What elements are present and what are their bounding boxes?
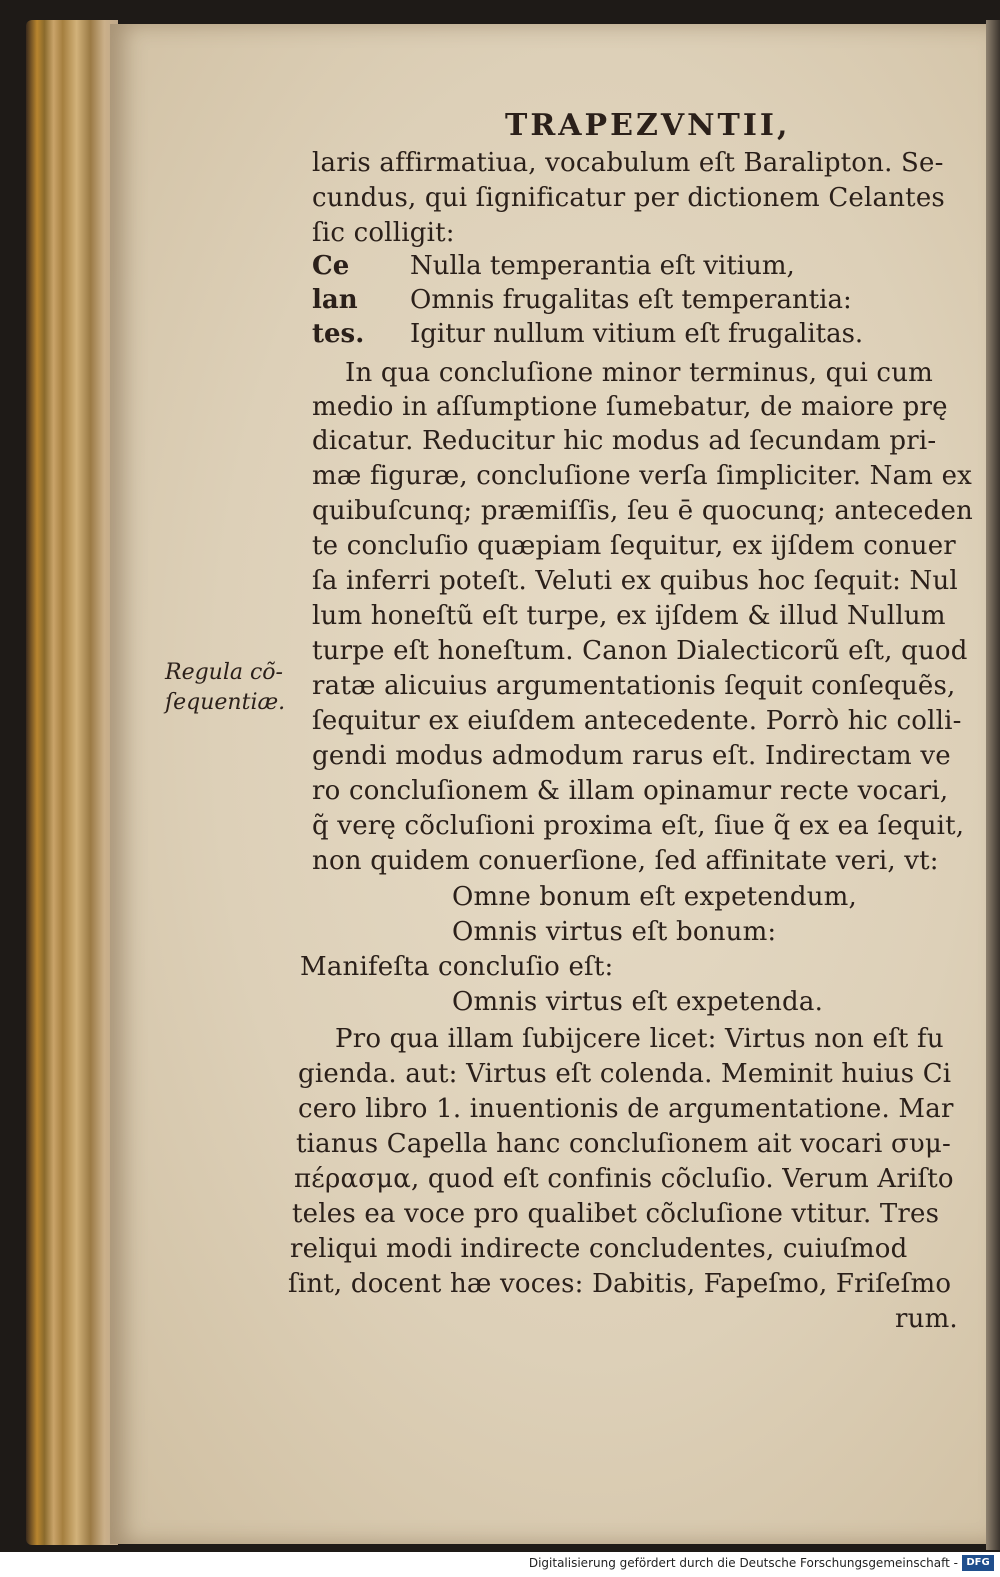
text-line: ſic colligit: bbox=[312, 218, 455, 248]
text-line: gienda. aut: Virtus eſt colenda. Meminit huius Ci bbox=[298, 1059, 952, 1089]
text-line: Pro qua illam ſubijcere licet: Virtus non eſt fu bbox=[335, 1024, 944, 1054]
text-line: πέρασμα, quod eſt confinis cõcluſio. Verum Ariſto bbox=[294, 1164, 954, 1194]
text-line: cero libro 1. inuentionis de argumentatione. Mar bbox=[298, 1094, 954, 1124]
syllogism-conclusion: Igitur nullum vitium eſt frugalitas. bbox=[410, 319, 864, 349]
page-shadow-edge bbox=[986, 20, 1000, 1550]
text-line: teles ea voce pro qualibet cõcluſione vtitur. Tres bbox=[292, 1199, 940, 1229]
text-line: lum honeſtũ eſt turpe, ex ijſdem & illud Nullum bbox=[312, 601, 946, 631]
funding-credit: Digitalisierung gefördert durch die Deutsche Forschungsgemeinschaft - bbox=[528, 1556, 958, 1570]
catchword: rum. bbox=[895, 1304, 958, 1334]
text-line: ſint, docent hæ voces: Dabitis, Fapeſmo, Friſeſmo bbox=[288, 1269, 952, 1299]
text-line: quibuſcunq; præmiſſis, ſeu ē quocunq; anteceden bbox=[312, 496, 973, 526]
text-line: reliqui modi indirecte concludentes, cuiuſmod bbox=[290, 1234, 908, 1264]
text-line: non quidem conuerſione, ſed affinitate veri, vt: bbox=[312, 846, 939, 876]
syllogism-label: Ce bbox=[312, 251, 350, 281]
example-premise: Omnis virtus eſt bonum: bbox=[452, 917, 777, 947]
running-head: TRAPEZVNTII, bbox=[505, 108, 791, 143]
marginal-note: ſequentiæ. bbox=[165, 690, 286, 715]
marginal-note: Regula cõ- bbox=[165, 660, 283, 685]
text-line: mæ figuræ, concluſione verſa ſimpliciter. Nam ex bbox=[312, 461, 973, 491]
text-line: ſa inferri poteſt. Veluti ex quibus hoc ſequit: Nul bbox=[312, 566, 958, 596]
text-line: cundus, qui ſignificatur per dictionem Celantes bbox=[312, 183, 945, 213]
syllogism-premise: Omnis frugalitas eſt temperantia: bbox=[410, 285, 852, 315]
text-line: In qua concluſione minor terminus, qui cum bbox=[345, 358, 933, 388]
text-line: ratæ alicuius argumentationis ſequit conſequẽs, bbox=[312, 671, 956, 701]
text-line: turpe eſt honeſtum. Canon Dialecticorũ eſt, quod bbox=[312, 636, 968, 666]
book-fore-edge bbox=[26, 20, 118, 1545]
text-line: ſequitur ex eiuſdem antecedente. Porrò hic colli- bbox=[312, 706, 962, 736]
dfg-logo: DFG bbox=[962, 1555, 994, 1571]
syllogism-label: lan bbox=[312, 285, 358, 315]
text-line: laris affirmatiua, vocabulum eſt Baralipton. Se- bbox=[312, 148, 944, 178]
text-line: te concluſio quæpiam ſequitur, ex ijſdem conuer bbox=[312, 531, 956, 561]
example-premise: Omne bonum eſt expetendum, bbox=[452, 882, 857, 912]
text-line: ro concluſionem & illam opinamur recte vocari, bbox=[312, 776, 949, 806]
syllogism-premise: Nulla temperantia eſt vitium, bbox=[410, 251, 795, 281]
text-line: gendi modus admodum rarus eſt. Indirectam ve bbox=[312, 741, 951, 771]
text-line: q̃ verę cõcluſioni proxima eſt, ſiue q̃ ex ea ſequit, bbox=[312, 811, 965, 841]
syllogism-label: tes. bbox=[312, 319, 365, 349]
text-line: dicatur. Reducitur hic modus ad ſecundam pri- bbox=[312, 426, 937, 456]
text-line: tianus Capella hanc concluſionem ait vocari συμ- bbox=[296, 1129, 952, 1159]
text-line: Manifeſta concluſio eſt: bbox=[300, 952, 614, 982]
example-conclusion: Omnis virtus eſt expetenda. bbox=[452, 987, 824, 1017]
text-line: medio in aſſumptione ſumebatur, de maiore prę bbox=[312, 392, 948, 422]
